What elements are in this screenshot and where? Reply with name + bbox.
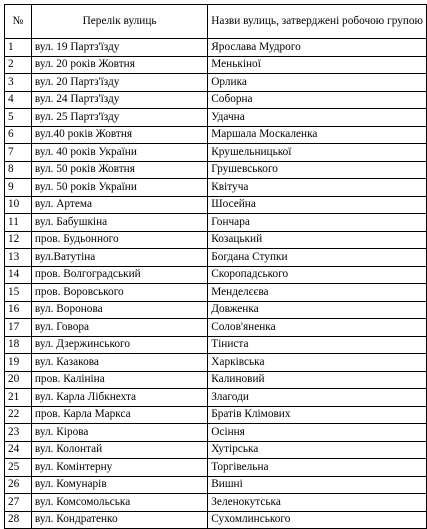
row-number: 9: [5, 179, 32, 197]
row-number: 10: [5, 196, 32, 214]
old-street-name: пров. Волгоградський: [31, 266, 207, 284]
row-number: 22: [5, 406, 32, 424]
old-street-name: пров. Карла Маркса: [31, 406, 207, 424]
table-row: [5, 459, 427, 477]
header-new-street-names: Назви вулиць, затверджені робочою групою: [208, 5, 427, 39]
street-rename-table: [4, 4, 427, 529]
row-number: 26: [5, 476, 32, 494]
new-street-name: Маршала Москаленка: [208, 126, 427, 144]
header-number: №: [5, 5, 32, 39]
old-street-name: вул. Бабушкіна: [31, 214, 207, 232]
old-street-name: вул. Карла Лібкнехта: [31, 389, 207, 407]
table-row: [5, 179, 427, 197]
row-number: 3: [5, 74, 32, 92]
old-street-name: вул.Ватутіна: [31, 249, 207, 267]
table-row: [5, 354, 427, 372]
table-row: [5, 56, 427, 74]
table-row: [5, 424, 427, 442]
new-street-name: Вишні: [208, 476, 427, 494]
new-street-name: Солов'яненка: [208, 319, 427, 337]
table-row: [5, 476, 427, 494]
row-number: 7: [5, 144, 32, 162]
old-street-name: пров. Воровського: [31, 284, 207, 302]
row-number: 17: [5, 319, 32, 337]
old-street-name: вул. 40 років України: [31, 144, 207, 162]
table-row: [5, 301, 427, 319]
table-row: [5, 196, 427, 214]
table-row: [5, 441, 427, 459]
table-row: [5, 231, 427, 249]
new-street-name: Скоропадського: [208, 266, 427, 284]
new-street-name: Гончара: [208, 214, 427, 232]
row-number: 15: [5, 284, 32, 302]
new-street-name: Богдана Ступки: [208, 249, 427, 267]
row-number: 19: [5, 354, 32, 372]
row-number: 24: [5, 441, 32, 459]
row-number: 16: [5, 301, 32, 319]
table-row: [5, 91, 427, 109]
new-street-name: Грушевського: [208, 161, 427, 179]
new-street-name: Хутірська: [208, 441, 427, 459]
table-row: [5, 319, 427, 337]
old-street-name: вул. 25 Партз'їзду: [31, 109, 207, 127]
table-row: [5, 266, 427, 284]
row-number: 11: [5, 214, 32, 232]
row-number: 25: [5, 459, 32, 477]
table-row: [5, 511, 427, 529]
row-number: 14: [5, 266, 32, 284]
old-street-name: вул.40 років Жовтня: [31, 126, 207, 144]
table-row: [5, 214, 427, 232]
table-row: [5, 371, 427, 389]
new-street-name: Соборна: [208, 91, 427, 109]
old-street-name: пров. Калініна: [31, 371, 207, 389]
old-street-name: вул. Кірова: [31, 424, 207, 442]
row-number: 27: [5, 494, 32, 512]
new-street-name: Менькіної: [208, 56, 427, 74]
table-row: [5, 144, 427, 162]
new-street-name: Калиновий: [208, 371, 427, 389]
new-street-name: Орлика: [208, 74, 427, 92]
new-street-name: Шосейна: [208, 196, 427, 214]
row-number: 28: [5, 511, 32, 529]
old-street-name: вул. 20 Партз'їзду: [31, 74, 207, 92]
new-street-name: Менделєєва: [208, 284, 427, 302]
row-number: 18: [5, 336, 32, 354]
row-number: 21: [5, 389, 32, 407]
table-row: [5, 389, 427, 407]
old-street-name: вул. 24 Партз'їзду: [31, 91, 207, 109]
table-row: [5, 74, 427, 92]
new-street-name: Довженка: [208, 301, 427, 319]
table-row: [5, 109, 427, 127]
old-street-name: вул. Артема: [31, 196, 207, 214]
table-row: [5, 284, 427, 302]
row-number: 13: [5, 249, 32, 267]
new-street-name: Злагоди: [208, 389, 427, 407]
old-street-name: вул. 20 років Жовтня: [31, 56, 207, 74]
new-street-name: Торгівельна: [208, 459, 427, 477]
table-row: [5, 161, 427, 179]
new-street-name: Крушельницької: [208, 144, 427, 162]
row-number: 2: [5, 56, 32, 74]
document-page: [4, 4, 427, 529]
row-number: 4: [5, 91, 32, 109]
old-street-name: вул. Казакова: [31, 354, 207, 372]
table-row: [5, 406, 427, 424]
old-street-name: пров. Будьонного: [31, 231, 207, 249]
new-street-name: Братів Клімових: [208, 406, 427, 424]
row-number: 20: [5, 371, 32, 389]
row-number: 12: [5, 231, 32, 249]
row-number: 8: [5, 161, 32, 179]
old-street-name: вул. 50 років Жовтня: [31, 161, 207, 179]
new-street-name: Козацький: [208, 231, 427, 249]
new-street-name: Зеленокутська: [208, 494, 427, 512]
header-old-street-list: Перелік вулиць: [31, 5, 207, 39]
row-number: 6: [5, 126, 32, 144]
old-street-name: вул. Комсомольська: [31, 494, 207, 512]
new-street-name: Удачна: [208, 109, 427, 127]
new-street-name: Сухомлинського: [208, 511, 427, 529]
row-number: 1: [5, 39, 32, 57]
table-row: [5, 336, 427, 354]
old-street-name: вул. Говора: [31, 319, 207, 337]
old-street-name: вул. Колонтай: [31, 441, 207, 459]
row-number: 23: [5, 424, 32, 442]
old-street-name: вул. Комунарів: [31, 476, 207, 494]
old-street-name: вул. Дзержинського: [31, 336, 207, 354]
table-row: [5, 39, 427, 57]
new-street-name: Квітуча: [208, 179, 427, 197]
old-street-name: вул. 50 років України: [31, 179, 207, 197]
row-number: 5: [5, 109, 32, 127]
old-street-name: вул. Комінтерну: [31, 459, 207, 477]
old-street-name: вул. Воронова: [31, 301, 207, 319]
table-row: [5, 126, 427, 144]
new-street-name: Ярослава Мудрого: [208, 39, 427, 57]
table-row: [5, 249, 427, 267]
new-street-name: Тіниста: [208, 336, 427, 354]
new-street-name: Осіння: [208, 424, 427, 442]
table-header-row: [5, 5, 427, 39]
new-street-name: Харківська: [208, 354, 427, 372]
old-street-name: вул. 19 Партз'їзду: [31, 39, 207, 57]
table-row: [5, 494, 427, 512]
old-street-name: вул. Кондратенко: [31, 511, 207, 529]
